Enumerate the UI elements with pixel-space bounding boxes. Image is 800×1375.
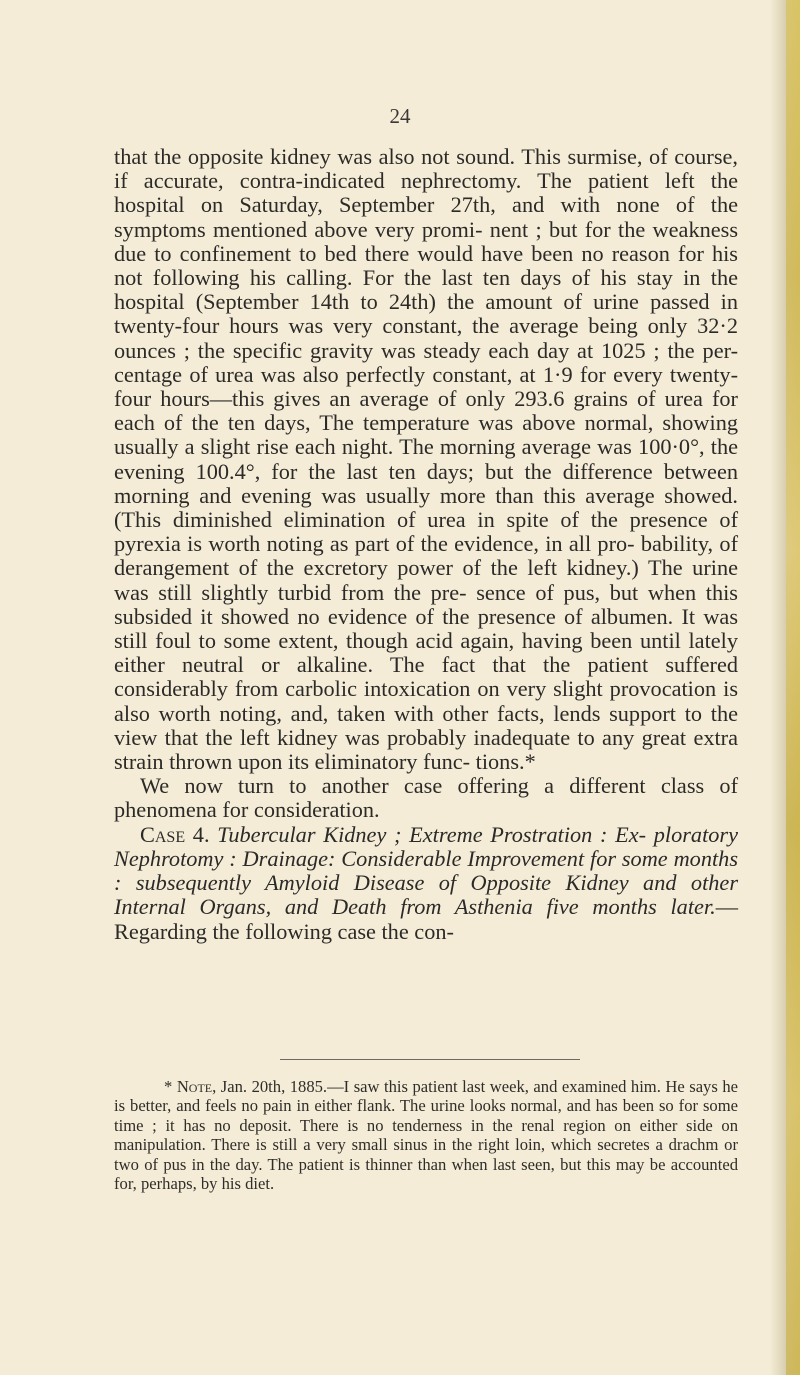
paragraph-2: We now turn to another case offering a different class of phenomena for consideration. [114,773,738,823]
paragraph-1: that the opposite kidney was also not sound. This surmise, of course, if accurate, contra-indicated nephrectomy. The patient left the hospital on Saturday, September 27th, and with none of the symptoms mentioned above very promi- nent ; but for the weakness due to confinement to bed there would have been no reason for his not following his calling. For the last ten days of his stay in the hospital (September 14th to 24th) the amount of urine passed in twenty-four hours was very constant, the average being only 32·2 ounces ; the specific gravity was steady each day at 1025 ; the per- centage of urea was also perfectly constant, at 1·9 for every twenty-four hours—this gives an average of only 293.6 grains of urea for each of the ten days, The temperature was above normal, showing usually a slight rise each night. The morning average was 100·0°, the evening 100.4°, for the last ten days; but the difference between morning and evening was usually more than this average showed. (This diminished elimination of urea in spite of the presence of pyrexia is worth noting as part of the evidence, in all pro- bability, of derangement of the excretory power of the left kidney.) The urine was still slightly turbid from the pre- sence of pus, but when this subsided it showed no evidence of the presence of albumen. It was still foul to some extent, though acid again, having been until lately either neutral or alkaline. The fact that the patient suffered considerably from carbolic intoxication on very slight provocation is also worth noting, and, taken with other facts, lends support to the view that the left kidney was probably inadequate to any great extra strain thrown upon its eliminatory func- tions.* [114,144,738,775]
page-number: 24 [389,104,411,128]
case-continuation: —Regarding the following case the con- [114,894,738,944]
footnote-label: Note, [176,1077,217,1096]
case-paragraph [114,823,738,944]
footnote-text: Jan. 20th, 1885.—I saw this patient last week, and examined him. He says he is better, and feels no pain in either flank. The urine looks normal, and has been so for some time ; it has no deposit. There is no tenderness in the renal region on either side on manipulation. There is still a very small sinus in the right loin, which secretes a drachm or two of pus in the day. The patient is thinner than when last seen, but this may be accounted for, perhaps, by his diet. [114,1077,738,1194]
footnote-marker: * [164,1077,177,1096]
footnote-paragraph [114,1077,738,1193]
footnote [114,1077,738,1193]
page-edge [786,0,800,1375]
body-text [114,145,738,944]
case-label: Case 4. [140,821,210,847]
footnote-divider [280,1059,580,1060]
case-title: Tubercular Kidney ; Extreme Prostration : Ex- ploratory Nephrotomy : Drainage: Considerable Improvement for some months : subsequently Amyloid Disease of Opposite Kidney and other Internal Organs, and Death from Asthenia five months later. [114,821,738,920]
